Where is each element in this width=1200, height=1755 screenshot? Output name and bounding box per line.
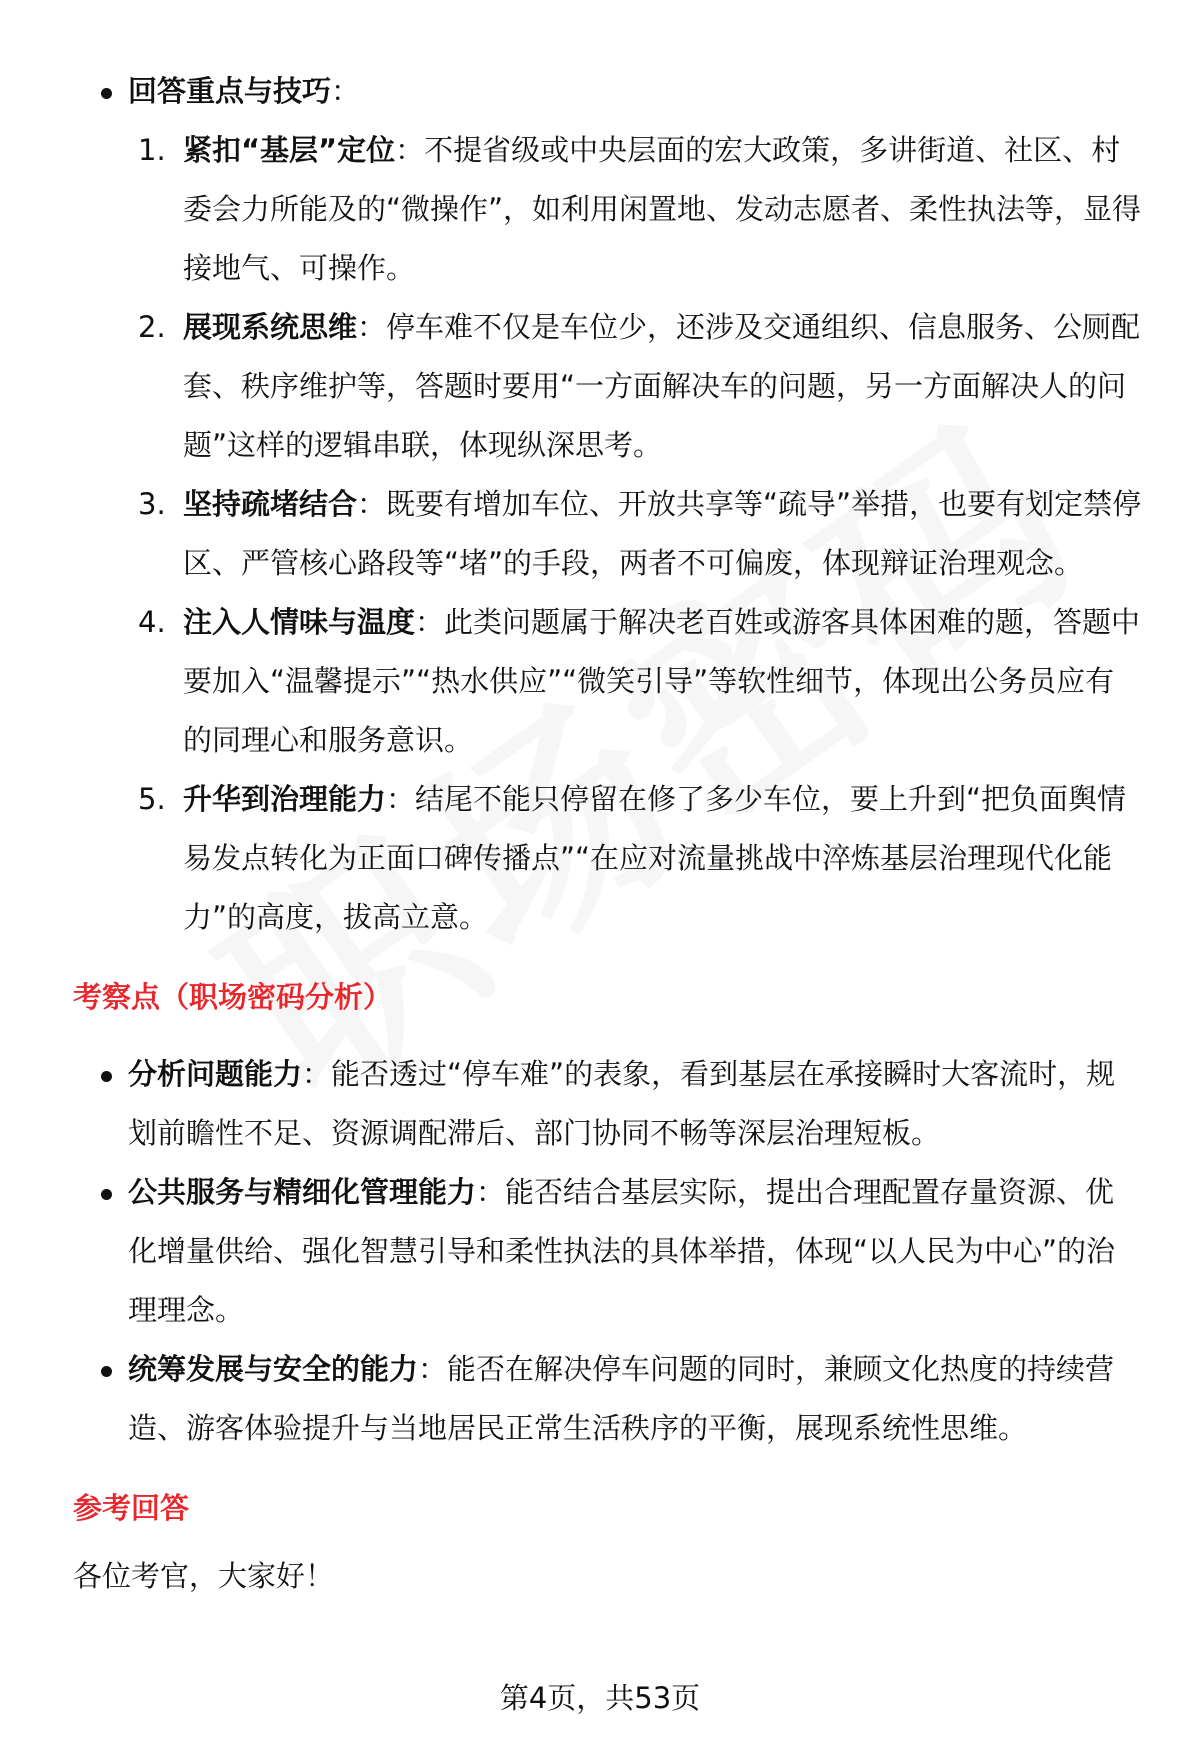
list-number: 2. xyxy=(138,310,166,344)
list-item xyxy=(73,475,1143,593)
list-item-sep: ： xyxy=(357,487,387,521)
bullet-dot-icon xyxy=(101,1366,112,1377)
bullet-sep: ： xyxy=(302,1057,332,1091)
section-heading-reference-answer: 参考回答 xyxy=(73,1491,190,1525)
assessment-bullet xyxy=(73,1340,1143,1458)
bullet-text: 能否结合基层实际，提出合理配置存量资源、优化增量供给、强化智慧引导和柔性执法的具体举措，体现“以人民为中心”的治理理念。 xyxy=(128,1175,1116,1327)
list-item-title: 注入人情味与温度 xyxy=(183,605,416,639)
bullet-dot-icon xyxy=(101,1189,112,1200)
bullet-title: 统筹发展与安全的能力 xyxy=(128,1352,419,1386)
bullet-sep: ： xyxy=(418,1352,448,1386)
bullet-text: 能否透过“停车难”的表象，看到基层在承接瞬时大客流时，规划前瞻性不足、资源调配滞后、部门协同不畅等深层治理短板。 xyxy=(128,1057,1116,1150)
tips-label: 回答重点与技巧 xyxy=(128,74,332,108)
list-item-title: 紧扣“基层”定位 xyxy=(183,133,396,167)
bullet-dot-icon xyxy=(101,1071,112,1082)
list-item-sep: ： xyxy=(357,310,387,344)
list-item-text: 此类问题属于解决老百姓或游客具体困难的题，答题中要加入“温馨提示”“热水供应”“微笑引导”等软性细节，体现出公务员应有的同理心和服务意识。 xyxy=(183,605,1141,757)
assessment-bullet xyxy=(73,1163,1143,1340)
list-item-sep: ： xyxy=(395,133,425,167)
greeting-paragraph: 各位考官，大家好！ xyxy=(73,1559,335,1593)
assessment-bullet xyxy=(73,1045,1143,1163)
list-item-title: 坚持疏堵结合 xyxy=(183,487,358,521)
bullet-text: 能否在解决停车问题的同时，兼顾文化热度的持续营造、游客体验提升与当地居民正常生活秩序的平衡，展现系统性思维。 xyxy=(128,1352,1115,1445)
list-item-text: 结尾不能只停留在修了多少车位，要上升到“把负面舆情易发点转化为正面口碑传播点”“在应对流量挑战中淬炼基层治理现代化能力”的高度，拔高立意。 xyxy=(183,782,1127,934)
bullet-sep: ： xyxy=(476,1175,506,1209)
list-item xyxy=(73,121,1143,298)
list-item-sep: ： xyxy=(415,605,445,639)
section-heading-assessment: 考察点（职场密码分析） xyxy=(73,980,393,1014)
page-number: 第4页，共53页 xyxy=(499,1681,701,1715)
bullet-dot-icon xyxy=(101,88,112,99)
list-item xyxy=(73,593,1143,770)
list-item-title: 升华到治理能力 xyxy=(183,782,387,816)
list-item-title: 展现系统思维 xyxy=(183,310,358,344)
list-number: 1. xyxy=(138,133,166,167)
list-number: 5. xyxy=(138,782,166,816)
tips-label-sep: ： xyxy=(331,74,361,108)
list-item xyxy=(73,770,1143,947)
list-item-text: 不提省级或中央层面的宏大政策，多讲街道、社区、村委会力所能及的“微操作”，如利用闲置地、发动志愿者、柔性执法等，显得接地气、可操作。 xyxy=(183,133,1142,285)
list-item-sep: ： xyxy=(386,782,416,816)
page-content xyxy=(73,62,1143,1596)
tips-numbered-list xyxy=(73,121,1143,947)
bullet-title: 公共服务与精细化管理能力 xyxy=(128,1175,477,1209)
list-number: 4. xyxy=(138,605,166,639)
tips-bullet xyxy=(73,62,1143,121)
list-item xyxy=(73,298,1143,475)
list-item-text: 停车难不仅是车位少，还涉及交通组织、信息服务、公厕配套、秩序维护等，答题时要用“一方面解决车的问题，另一方面解决人的问题”这样的逻辑串联，体现纵深思考。 xyxy=(183,310,1141,462)
list-number: 3. xyxy=(138,487,166,521)
list-item-text: 既要有增加车位、开放共享等“疏导”举措，也要有划定禁停区、严管核心路段等“堵”的手段，两者不可偏废，体现辩证治理观念。 xyxy=(183,487,1142,580)
bullet-title: 分析问题能力 xyxy=(128,1057,303,1091)
